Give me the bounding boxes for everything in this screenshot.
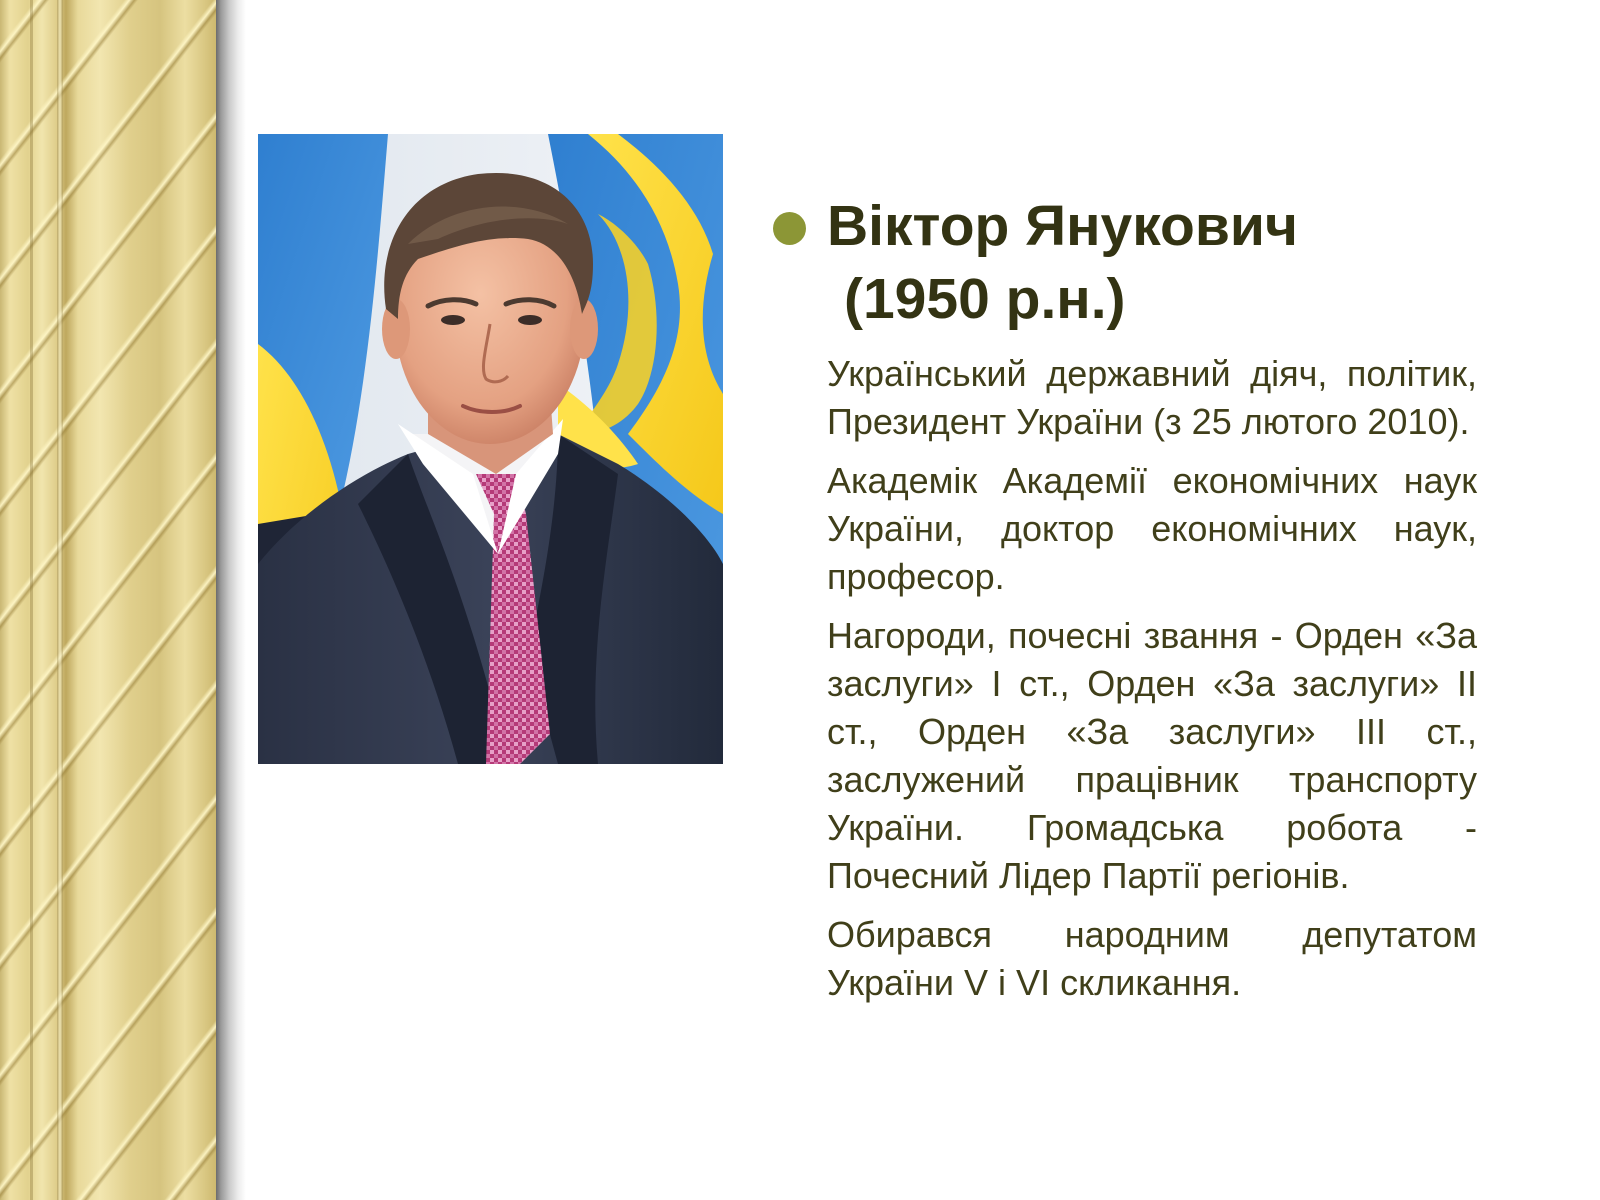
slide-content [765, 190, 1477, 1007]
bio-paragraph-4: Обирався народним депутатом України V і VI скликання. [827, 914, 1477, 1003]
person-name: Віктор Янукович [827, 194, 1299, 258]
slide-title [827, 190, 1477, 336]
border-shadow [216, 0, 246, 1200]
portrait-photo [258, 134, 723, 764]
decorative-gold-border [0, 0, 216, 1200]
bio-paragraph-2: Академік Академії економічних наук України, доктор економічних наук, професор. [827, 460, 1477, 597]
bio-paragraph-3: Нагороди, почесні звання - Орден «За заслуги» I ст., Орден «За заслуги» II ст., Орден «За заслуги» III ст., заслужений працівник транспорту України. Громадська робота - Почесний Лідер Партії регіонів. [827, 615, 1477, 896]
birth-year: (1950 р.н.) [844, 267, 1126, 331]
bullet-dot-icon [773, 212, 806, 245]
bio-paragraph-1: Український державний діяч, політик, Президент України (з 25 лютого 2010). [827, 353, 1477, 442]
